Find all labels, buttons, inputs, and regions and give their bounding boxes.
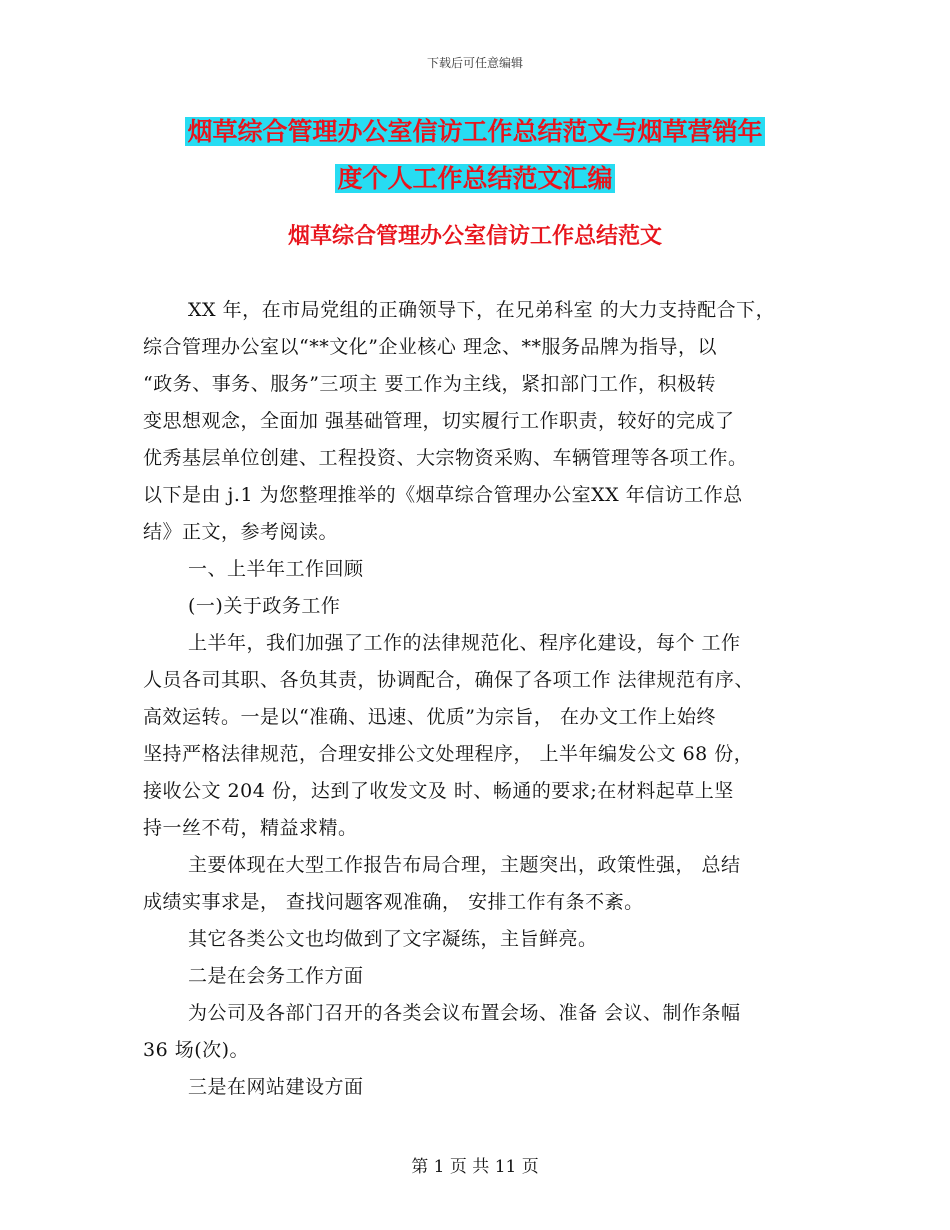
- page-number-footer: 第 1 页 共 11 页: [411, 1157, 539, 1177]
- document-title-line-2: 度个人工作总结范文汇编: [337, 164, 613, 193]
- body-line: 持一丝不苟，精益求精。: [143, 817, 358, 839]
- section-title: 烟草综合管理办公室信访工作总结范文: [287, 224, 662, 249]
- body-line: XX 年，在市局党组的正确领导下，在兄弟科室 的大力支持配合下，: [188, 299, 776, 321]
- body-line: 以下是由 j.1 为您整理推举的《烟草综合管理办公室XX 年信访工作总: [143, 484, 743, 506]
- body-text: [143, 292, 833, 1106]
- body-line: 坚持严格法律规范，合理安排公文处理程序， 上半年编发公文 68 份，: [143, 743, 754, 765]
- body-line: 人员各司其职、各负其责，协调配合，确保了各项工作 法律规范有序、: [143, 669, 755, 691]
- body-line: 主要体现在大型工作报告布局合理，主题突出，政策性强， 总结: [188, 854, 741, 876]
- document-title: [0, 108, 950, 202]
- body-line: 36 场(次)。: [143, 1039, 250, 1061]
- heading-line: 二是在会务工作方面: [188, 965, 364, 987]
- body-line: 为公司及各部门召开的各类会议布置会场、准备 会议、制作条幅: [188, 1002, 741, 1024]
- body-line: 其它各类公文也均做到了文字凝练，主旨鲜亮。: [188, 928, 598, 950]
- heading-line: (一)关于政务工作: [188, 595, 341, 617]
- body-line: 上半年，我们加强了工作的法律规范化、程序化建设，每个 工作: [188, 632, 741, 654]
- heading-line: 一、上半年工作回顾: [188, 558, 364, 580]
- heading-line: 三是在网站建设方面: [188, 1076, 364, 1098]
- body-line: 高效运转。一是以“准确、迅速、优质”为宗旨， 在办文工作上始终: [143, 706, 716, 728]
- body-line: 接收公文 204 份，达到了收发文及 时、畅通的要求;在材料起草上坚: [143, 780, 734, 802]
- body-line: “政务、事务、服务”三项主 要工作为主线，紧扣部门工作，积极转: [143, 373, 716, 395]
- body-line: 成绩实事求是， 查找问题客观准确， 安排工作有条不紊。: [143, 891, 644, 913]
- body-line: 结》正文，参考阅读。: [143, 521, 339, 543]
- body-line: 优秀基层单位创建、工程投资、大宗物资采购、车辆管理等各项工作。: [143, 447, 748, 469]
- document-title-line-1: 烟草综合管理办公室信访工作总结范文与烟草营销年: [187, 117, 763, 146]
- body-line: 综合管理办公室以“**文化”企业核心 理念、**服务品牌为指导，以: [143, 336, 717, 358]
- body-line: 变思想观念，全面加 强基础管理，切实履行工作职责，较好的完成了: [143, 410, 735, 432]
- page-header-note: 下载后可任意编辑: [426, 56, 523, 70]
